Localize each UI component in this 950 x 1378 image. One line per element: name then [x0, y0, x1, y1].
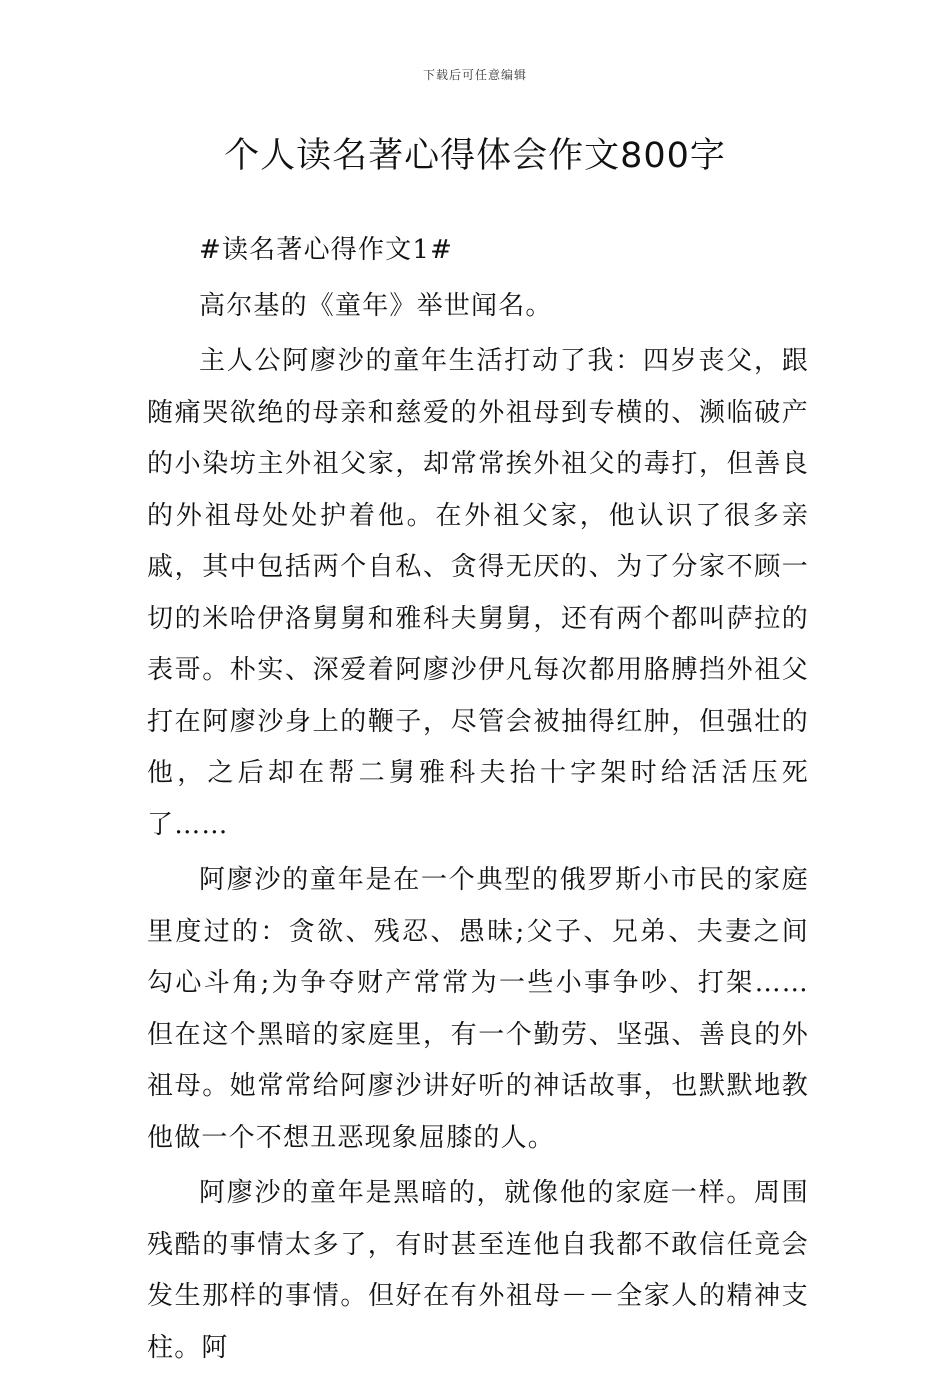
paragraph-dark-childhood: 阿廖沙的童年是黑暗的，就像他的家庭一样。周围残酷的事情太多了，有时甚至连他自我都不敢信任竟会发生那样的事情。但好在有外祖母－－全家人的精神支柱。阿 — [147, 1178, 809, 1363]
paragraph-section-heading: #读名著心得作文1# — [199, 235, 454, 265]
paragraph-family-description: 阿廖沙的童年是在一个典型的俄罗斯小市民的家庭里度过的：贪欲、残忍、愚昧;父子、兄弟、夫妻之间勾心斗角;为争夺财产常常为一些小事争吵、打架……但在这个黑暗的家庭里，有一个勤劳、坚强、善良的外祖母。她常常给阿廖沙讲好听的神话故事，也默默地教他做一个不想丑恶现象屈膝的人。 — [147, 865, 809, 1153]
page-header-note: 下载后可任意编辑 — [422, 68, 527, 82]
paragraph-childhood-story: 主人公阿廖沙的童年生活打动了我：四岁丧父，跟随痛哭欲绝的母亲和慈爱的外祖母到专横的、濒临破产的小染坊主外祖父家，却常常挨外祖父的毒打，但善良的外祖母处处护着他。在外祖父家，他认识了很多亲戚，其中包括两个自私、贪得无厌的、为了分家不顾一切的米哈伊洛舅舅和雅科夫舅舅，还有两个都叫萨拉的表哥。朴实、深爱着阿廖沙伊凡每次都用胳膊挡外祖父打在阿廖沙身上的鞭子，尽管会被抽得红肿，但强壮的他，之后却在帮二舅雅科夫抬十字架时给活活压死了…… — [147, 346, 809, 840]
paragraph-intro: 高尔基的《童年》举世闻名。 — [199, 290, 553, 321]
document-body — [147, 225, 809, 1378]
document-title: 个人读名著心得体会作文800字 — [224, 136, 726, 176]
